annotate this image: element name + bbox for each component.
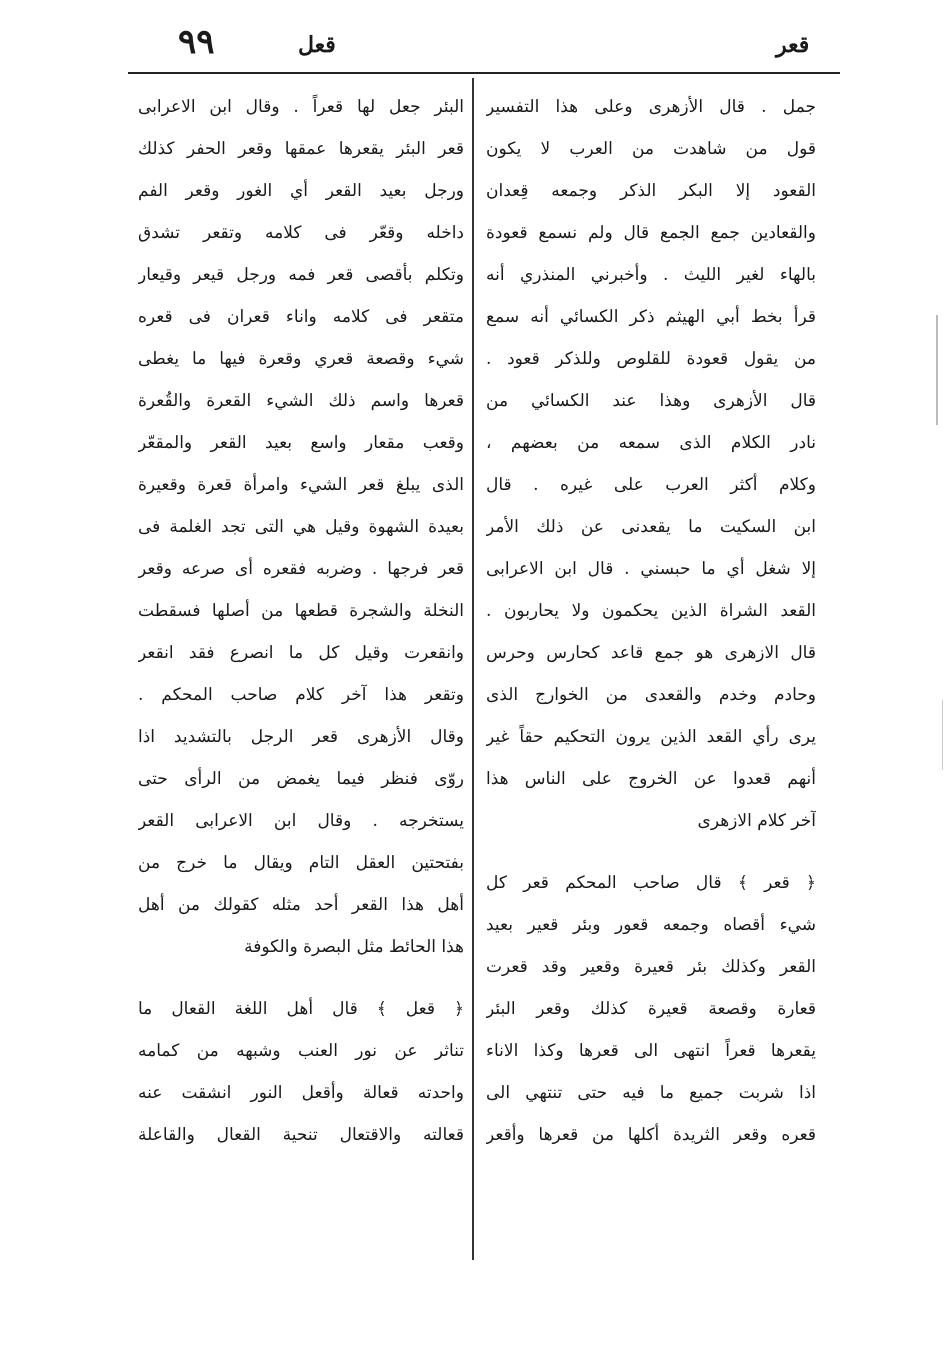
text-line: داخله وقعّر فى كلامه وتقعر تشدق — [138, 223, 464, 243]
text-line: قعره وقعر الثريدة أكلها من قعرها وأقعر — [486, 1125, 816, 1145]
text-line: شيء وقصعة قعري وقعرة فيها ما يغطى — [138, 349, 464, 369]
text-line: وقال الأزهرى قعر الرجل بالتشديد اذا — [138, 727, 464, 747]
text-line: بعيدة الشهوة وقيل هي التى تجد الغلمة فى — [138, 517, 464, 537]
text-line: قال الازهرى هو جمع قاعد كحارس وحرس — [486, 643, 816, 663]
text-line: واحدته قعالة وأقعل النور انشقت عنه — [138, 1083, 464, 1103]
running-head-right: قعر — [776, 32, 810, 58]
entry-gap — [486, 842, 816, 862]
text-line: قال الأزهرى وهذا عند الكسائي من — [486, 391, 816, 411]
text-line: وحادم وخدم والقعدى من الخوارج الذى — [486, 685, 816, 705]
text-line: القعود إلا البكر الذكر وجمعه قِعدان — [486, 181, 816, 201]
text-line: قعر فرجها . وضربه فقعره أى صرعه وقعر — [138, 559, 464, 579]
running-head-left: قعل — [298, 32, 336, 58]
page-number: ٩٩ — [178, 22, 215, 62]
header-rule — [128, 72, 840, 74]
entry-headword-line: ﴿ قعل ﴾ قال أهل اللغة القعال ما — [138, 999, 464, 1019]
left-column — [138, 86, 464, 1156]
text-line: والقعادين جمع الجمع قال ولم نسمع قعودة — [486, 223, 816, 243]
text-line: يستخرجه . وقال ابن الاعرابى القعر — [138, 811, 464, 831]
entry-headword-line: ﴿ قعر ﴾ قال صاحب المحكم قعر كل — [486, 873, 816, 893]
text-line: النخلة والشجرة قطعها من أصلها فسقطت — [138, 601, 464, 621]
entry-gap — [138, 968, 464, 988]
text-line-last: آخر كلام الازهرى — [697, 811, 816, 831]
text-line: الذى يبلغ قعر الشيء وامرأة قعرة وقعيرة — [138, 475, 464, 495]
text-line: قعالته والاقتعال تنحية القعال والقاعلة — [138, 1125, 464, 1145]
text-line: تناثر عن نور العنب وشبهه من كمامه — [138, 1041, 464, 1061]
text-line: ابن السكيت ما يقعدنى عن ذلك الأمر — [486, 517, 816, 537]
text-line: أنهم قعدوا عن الخروج على الناس هذا — [486, 769, 816, 789]
text-line: شيء أقصاه وجمعه قعور وبئر قعير بعيد — [486, 915, 816, 935]
text-line: بفتحتين العقل التام ويقال ما خرج من — [138, 853, 464, 873]
text-line-last: هذا الحائط مثل البصرة والكوفة — [244, 937, 464, 957]
text-line: القعد الشراة الذين يحكمون ولا يحاربون . — [486, 601, 816, 621]
text-line: البئر جعل لها قعراً . وقال ابن الاعرابى — [138, 97, 464, 117]
text-line: قول من شاهدت من العرب لا يكون — [486, 139, 816, 159]
text-line: يقعرها قعراً انتهى الى قعرها وكذا الاناء — [486, 1041, 816, 1061]
text-line: روّى فنظر فيما يغمض من الرأى حتى — [138, 769, 464, 789]
text-line: القعر وكذلك بئر قعيرة وقعير وقد قعرت — [486, 957, 816, 977]
text-line: ورجل بعيد القعر أي الغور وقعر الفم — [138, 181, 464, 201]
text-line: قعارة وقصعة قعيرة كذلك وقعر البئر — [486, 999, 816, 1019]
text-line: أهل هذا القعر أحد مثله كقولك من أهل — [138, 895, 464, 915]
text-line: قعرها واسم ذلك الشيء القعرة والقُعرة — [138, 391, 464, 411]
scan-edge-mark — [942, 700, 943, 770]
text-line: بالهاء لغير الليث . وأخبرني المنذري أنه — [486, 265, 816, 285]
text-line: يرى رأي القعد الذين يرون التحكيم حقاً غير — [486, 727, 816, 747]
text-line: وكلام أكثر العرب على غيره . قال — [486, 475, 816, 495]
text-line: وتقعر هذا آخر كلام صاحب المحكم . — [138, 685, 464, 705]
right-column — [486, 86, 816, 1156]
text-line: قرأ بخط أبي الهيثم ذكر الكسائي أنه سمع — [486, 307, 816, 327]
text-line: قعر البئر يقعرها عمقها وقعر الحفر كذلك — [138, 139, 464, 159]
text-line: وتكلم بأقصى قعر فمه ورجل قيعر وقيعار — [138, 265, 464, 285]
column-divider — [472, 78, 474, 1260]
scan-edge-mark — [936, 315, 938, 425]
text-line: وانقعرت وقيل كل ما انصرع فقد انقعر — [138, 643, 464, 663]
text-line: متقعر فى كلامه واناء قعران فى قعره — [138, 307, 464, 327]
text-line: اذا شربت جميع ما فيه حتى تنتهي الى — [486, 1083, 816, 1103]
text-line: نادر الكلام الذى سمعه من بعضهم ، — [486, 433, 816, 453]
text-line: وقعب مقعار واسع بعيد القعر والمقعّر — [138, 433, 464, 453]
text-line: جمل . قال الأزهرى وعلى هذا التفسير — [486, 97, 816, 117]
text-line: إلا شغل أي ما حبسني . قال ابن الاعرابى — [486, 559, 816, 579]
text-line: من يقول قعودة للقلوص وللذكر قعود . — [486, 349, 816, 369]
